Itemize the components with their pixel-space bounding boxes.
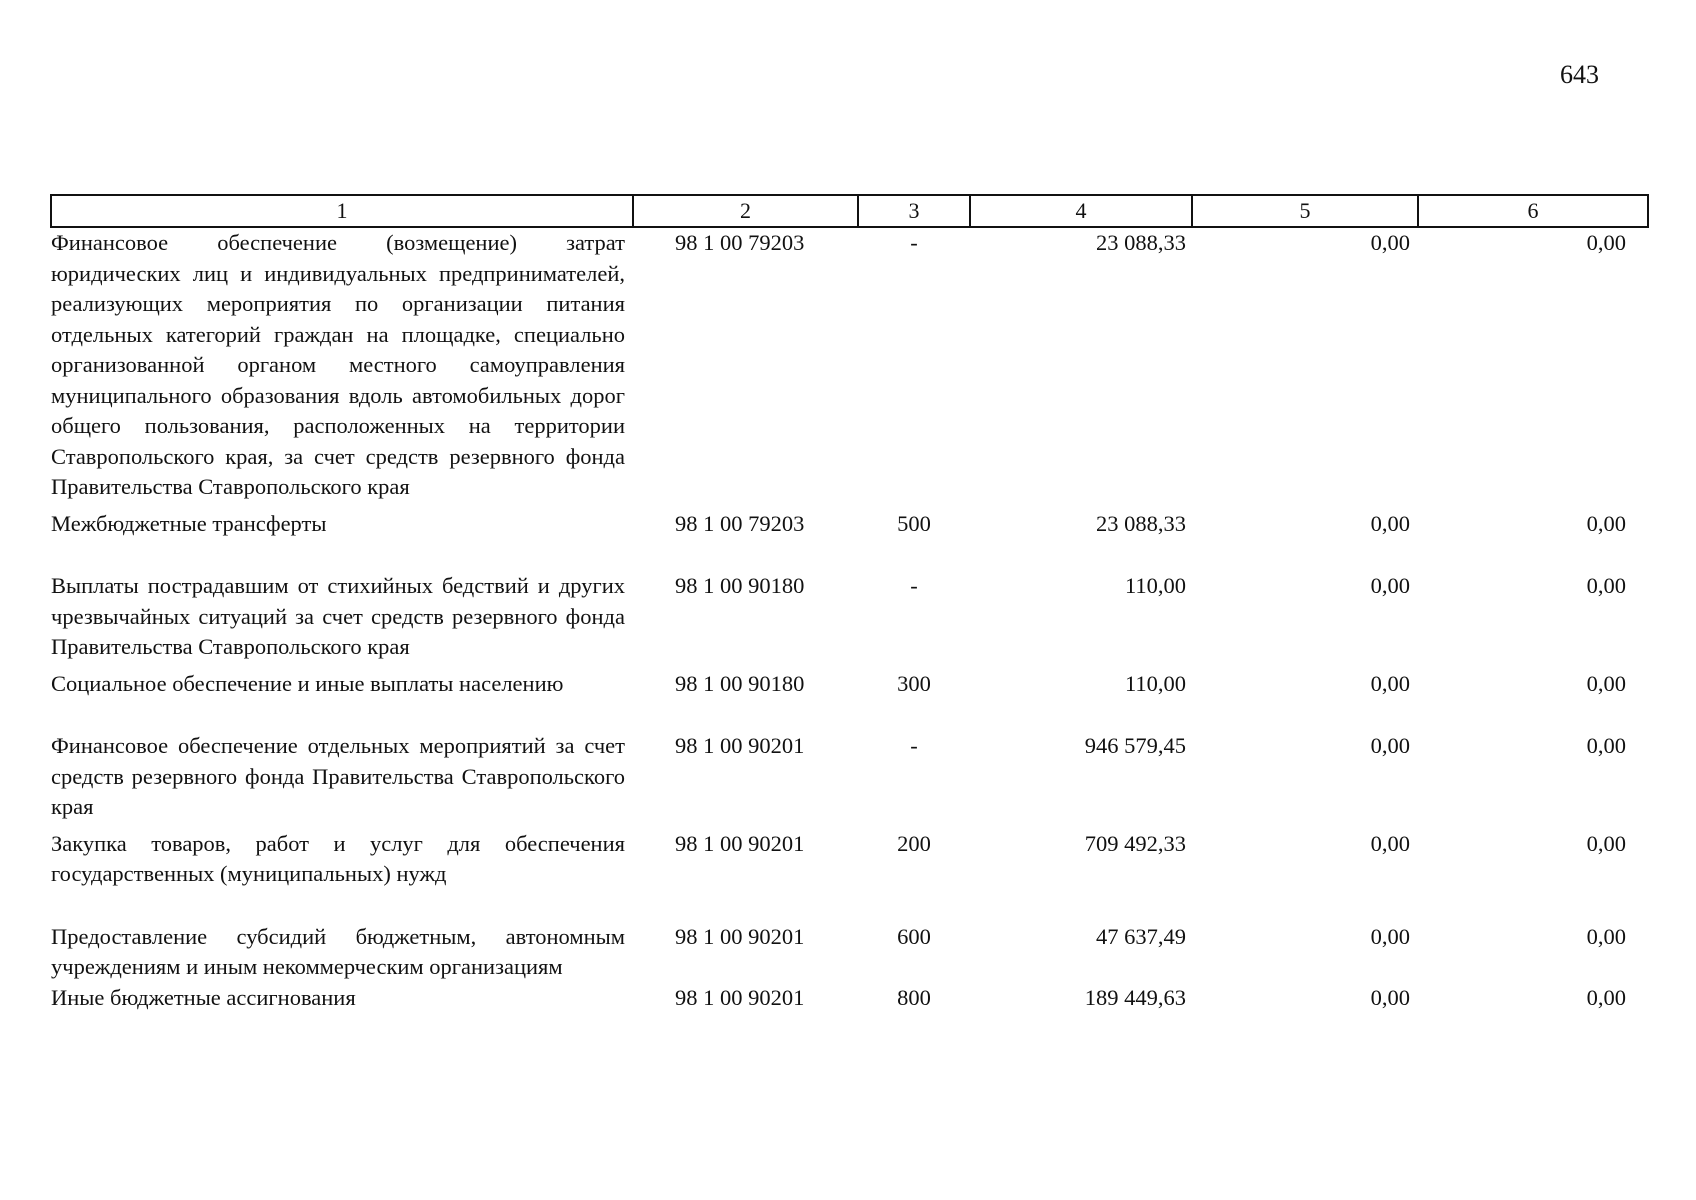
row-value-4: 946 579,45 — [1084, 733, 1186, 758]
row-name: Предоставление субсидий бюджетным, автономным учреждениям и иным некоммерческим организациям — [51, 923, 625, 979]
row-kind: 500 — [897, 510, 931, 536]
column-header-6: 6 — [1418, 195, 1648, 227]
row-name: Межбюджетные трансферты — [51, 510, 327, 536]
table-row — [51, 922, 1648, 983]
row-value-4: 47 637,49 — [1096, 923, 1186, 949]
row-value-4: 110,00 — [1124, 573, 1186, 598]
row-value-5: 0,00 — [1370, 573, 1410, 598]
row-kind: - — [910, 573, 918, 598]
header-row — [51, 195, 1648, 227]
column-header-5: 5 — [1192, 195, 1418, 227]
row-kind: 300 — [897, 670, 931, 696]
row-value-5: 0,00 — [1370, 510, 1410, 536]
row-value-5: 0,00 — [1370, 830, 1410, 856]
row-value-5: 0,00 — [1370, 670, 1410, 696]
table-row — [51, 669, 1648, 732]
table-header — [51, 195, 1648, 227]
row-name: Выплаты пострадавшим от стихийных бедствий и других чрезвычайных ситуаций за счет средств резервного фонда Правительства Ставропольского края — [51, 573, 625, 659]
row-kind: 200 — [897, 830, 931, 856]
column-header-3: 3 — [858, 195, 970, 227]
row-code: 98 1 00 90201 — [675, 830, 805, 856]
row-kind: 800 — [897, 984, 931, 1010]
row-code: 98 1 00 79203 — [675, 230, 805, 255]
column-header-4: 4 — [970, 195, 1192, 227]
row-value-5: 0,00 — [1370, 984, 1410, 1010]
row-code: 98 1 00 79203 — [675, 510, 805, 536]
row-code: 98 1 00 90201 — [675, 984, 805, 1010]
page-number: 643 — [1560, 60, 1599, 89]
row-code: 98 1 00 90201 — [675, 923, 805, 949]
row-value-6: 0,00 — [1586, 670, 1626, 696]
row-kind: - — [910, 230, 918, 255]
row-value-6: 0,00 — [1586, 230, 1626, 255]
table-body — [51, 227, 1648, 1013]
row-value-4: 23 088,33 — [1096, 510, 1186, 536]
table-row — [51, 731, 1648, 829]
row-kind: 600 — [897, 923, 931, 949]
row-code: 98 1 00 90201 — [675, 733, 805, 758]
row-value-5: 0,00 — [1370, 733, 1410, 758]
row-code: 98 1 00 90180 — [675, 670, 805, 696]
table-row — [51, 983, 1648, 1014]
row-value-6: 0,00 — [1586, 510, 1626, 536]
row-value-6: 0,00 — [1586, 733, 1626, 758]
row-value-5: 0,00 — [1370, 923, 1410, 949]
table-row — [51, 509, 1648, 572]
row-kind: - — [910, 733, 918, 758]
table-row — [51, 571, 1648, 669]
row-value-6: 0,00 — [1586, 984, 1626, 1010]
row-name: Закупка товаров, работ и услуг для обеспечения государственных (муниципальных) нужд — [51, 830, 625, 886]
table-row — [51, 829, 1648, 922]
row-value-6: 0,00 — [1586, 573, 1626, 598]
row-value-6: 0,00 — [1586, 923, 1626, 949]
row-value-5: 0,00 — [1370, 230, 1410, 255]
row-name: Иные бюджетные ассигнования — [51, 984, 356, 1010]
row-name: Финансовое обеспечение отдельных мероприятий за счет средств резервного фонда Правительства Ставропольского края — [51, 733, 625, 819]
column-header-1: 1 — [51, 195, 633, 227]
row-value-4: 110,00 — [1124, 670, 1186, 696]
row-value-4: 23 088,33 — [1096, 230, 1186, 255]
row-code: 98 1 00 90180 — [675, 573, 805, 598]
row-name: Финансовое обеспечение (возмещение) затрат юридических лиц и индивидуальных предпринимателей, реализующих мероприятия по организации питания отдельных категорий граждан на площадке, специально организованной органом местного самоуправления муниципального образования вдоль автомобильных дорог общего пользования, расположенных на территории Ставропольского края, за счет средств резервного фонда Правительства Ставропольского края — [51, 230, 625, 499]
table-row — [51, 227, 1648, 509]
row-value-4: 189 449,63 — [1084, 984, 1186, 1010]
column-header-2: 2 — [633, 195, 858, 227]
row-value-4: 709 492,33 — [1084, 830, 1186, 856]
row-value-6: 0,00 — [1586, 830, 1626, 856]
budget-table — [50, 194, 1649, 1013]
row-name: Социальное обеспечение и иные выплаты населению — [51, 670, 564, 696]
